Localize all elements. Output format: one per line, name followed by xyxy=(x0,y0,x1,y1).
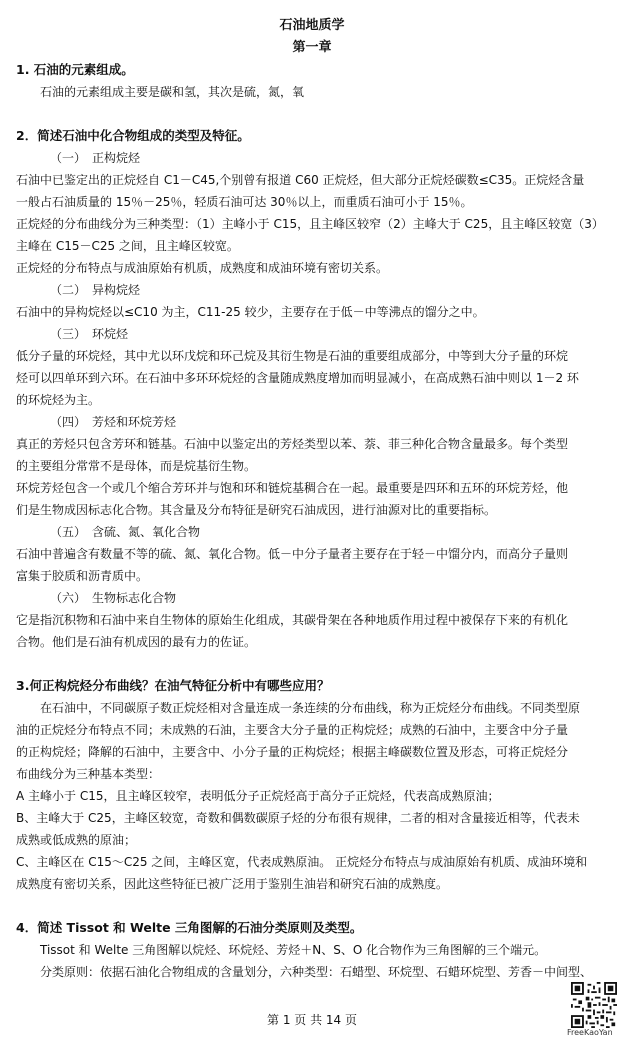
sub-title: 生物标志化合物 xyxy=(92,591,177,605)
subheading-aromatics xyxy=(50,414,176,430)
document-title: 石油地质学 xyxy=(279,18,345,33)
sub-title: 异构烷烃 xyxy=(92,283,141,297)
paragraph-line: 成熟或低成熟的原油； xyxy=(16,833,137,847)
paragraph-line: 主峰在 C15－C25 之间，且主峰区较宽。 xyxy=(16,239,239,253)
paragraph-line: 它是指沉积物和石油中来自生物体的原始生化组成，其碳骨架在各种地质作用过程中被保存下来的有机化 xyxy=(16,613,569,627)
sub-title: 环烷烃 xyxy=(92,327,129,341)
sub-number: （四） xyxy=(50,415,87,429)
qr-code-label: FreeKaoYan xyxy=(567,1028,613,1037)
paragraph-line: 正烷烃的分布曲线分为三种类型：（1）主峰小于 C15，且主峰区较窄（2）主峰大于 C25，且主峰区较宽（3） xyxy=(16,217,604,231)
sub-number: （二） xyxy=(50,283,87,297)
paragraph-line: 烃可以四单环到六环。在石油中多环环烷烃的含量随成熟度增加而明显减小，在高成熟石油中则以 1－2 环 xyxy=(16,371,579,385)
paragraph-line: 一般占石油质量的 15％－25％，轻质石油可达 30％以上，而重质石油可小于 15％。 xyxy=(16,195,473,209)
paragraph-line: 的主要组分常常不是母体，而是烷基衍生物。 xyxy=(16,459,257,473)
paragraph-line: 在石油中，不同碳原子数正烷烃相对含量连成一条连续的分布曲线，称为正烷烃分布曲线。不同类型原 xyxy=(40,701,581,715)
paragraph-line: 成熟度有密切关系，因此这些特征已被广泛用于鉴别生油岩和研究石油的成熟度。 xyxy=(16,877,449,891)
subheading-isoalkanes xyxy=(50,282,140,298)
subheading-cycloalkanes xyxy=(50,326,128,342)
paragraph-line: Tissot 和 Welte 三角图解以烷烃、环烷烃、芳烃＋N、S、O 化合物作为三角图解的三个端元。 xyxy=(40,943,547,957)
subheading-nso-compounds xyxy=(50,524,200,540)
paragraph-line: 们是生物成因标志化合物。其含量及分布特征是研究石油成因，进行油源对比的重要指标。 xyxy=(16,503,497,517)
sub-number: （六） xyxy=(50,591,87,605)
paragraph-line: 真正的芳烃只包含芳环和链基。石油中以鉴定出的芳烃类型以苯、萘、菲三种化合物含量最多。每个类型 xyxy=(16,437,569,451)
sub-number: （五） xyxy=(50,525,87,539)
sub-title: 芳烃和环烷芳烃 xyxy=(92,415,177,429)
paragraph-line: 的环烷烃为主。 xyxy=(16,393,101,407)
paragraph-line: 正烷烃的分布特点与成油原始有机质，成熟度和成油环境有密切关系。 xyxy=(16,261,389,275)
sub-title: 含硫、氮、氧化合物 xyxy=(92,525,201,539)
paragraph-line: 油的正烷烃分布特点不同；未成熟的石油，主要含大分子量的正构烷烃；成熟的石油中，主要含中分子量 xyxy=(16,723,569,737)
paragraph-line: 石油中已鉴定出的正烷烃自 C1－C45,个别曾有报道 C60 正烷烃，但大部分正烷烃碳数≤C35。正烷烃含量 xyxy=(16,173,585,187)
paragraph-line: 富集于胶质和沥青质中。 xyxy=(16,569,149,583)
paragraph-line: 布曲线分为三种基本类型： xyxy=(16,767,161,781)
section-2-heading: 2．简述石油中化合物组成的类型及特征。 xyxy=(16,128,250,143)
sub-number: （一） xyxy=(50,151,87,165)
sub-title: 正构烷烃 xyxy=(92,151,141,165)
paragraph-line: 分类原则：依据石油化合物组成的含量划分，六种类型：石蜡型、环烷型、石蜡环烷型、芳香－中间型、 xyxy=(40,965,593,979)
section-1-heading: 1. 石油的元素组成。 xyxy=(16,62,134,77)
paragraph-line: 石油中的异构烷烃以≤C10 为主，C11-25 较少，主要存在于低－中等沸点的馏分之中。 xyxy=(16,305,485,319)
paragraph-line: 低分子量的环烷烃，其中尤以环戊烷和环己烷及其衍生物是石油的重要组成部分，中等到大分子量的环烷 xyxy=(16,349,569,363)
paragraph-line: 石油中普遍含有数量不等的硫、氮、氧化合物。低－中分子量者主要存在于轻－中馏分内，而高分子量则 xyxy=(16,547,569,561)
qr-code-icon xyxy=(571,982,617,1028)
paragraph-line: A 主峰小于 C15，且主峰区较窄，表明低分子正烷烃高于高分子正烷烃，代表高成熟原油； xyxy=(16,789,500,803)
section-1-text: 石油的元素组成主要是碳和氢，其次是硫，氮，氧 xyxy=(40,85,305,99)
paragraph-line: B、主峰大于 C25，主峰区较宽，奇数和偶数碳原子烃的分布很有规律，二者的相对含量接近相等，代表未 xyxy=(16,811,580,825)
page-number: 第 1 页 共 14 页 xyxy=(267,1013,357,1027)
section-3-heading: 3.何正构烷烃分布曲线？在油气特征分析中有哪些应用？ xyxy=(16,678,330,693)
chapter-title: 第一章 xyxy=(292,40,332,55)
paragraph-line: 的正构烷烃；降解的石油中，主要含中、小分子量的正构烷烃；根据主峰碳数位置及形态，可将正烷烃分 xyxy=(16,745,569,759)
paragraph-line: C、主峰区在 C15～C25 之间，主峰区宽，代表成熟原油。 正烷烃分布特点与成油原始有机质、成油环境和 xyxy=(16,855,588,869)
sub-number: （三） xyxy=(50,327,87,341)
subheading-biomarkers xyxy=(50,590,176,606)
paragraph-line: 合物。他们是石油有机成因的最有力的佐证。 xyxy=(16,635,257,649)
subheading-normal-alkanes xyxy=(50,150,140,166)
paragraph-line: 环烷芳烃包含一个或几个缩合芳环并与饱和环和链烷基稠合在一起。最重要是四环和五环的环烷芳烃，他 xyxy=(16,481,569,495)
section-4-heading: 4．简述 Tissot 和 Welte 三角图解的石油分类原则及类型。 xyxy=(16,920,363,935)
